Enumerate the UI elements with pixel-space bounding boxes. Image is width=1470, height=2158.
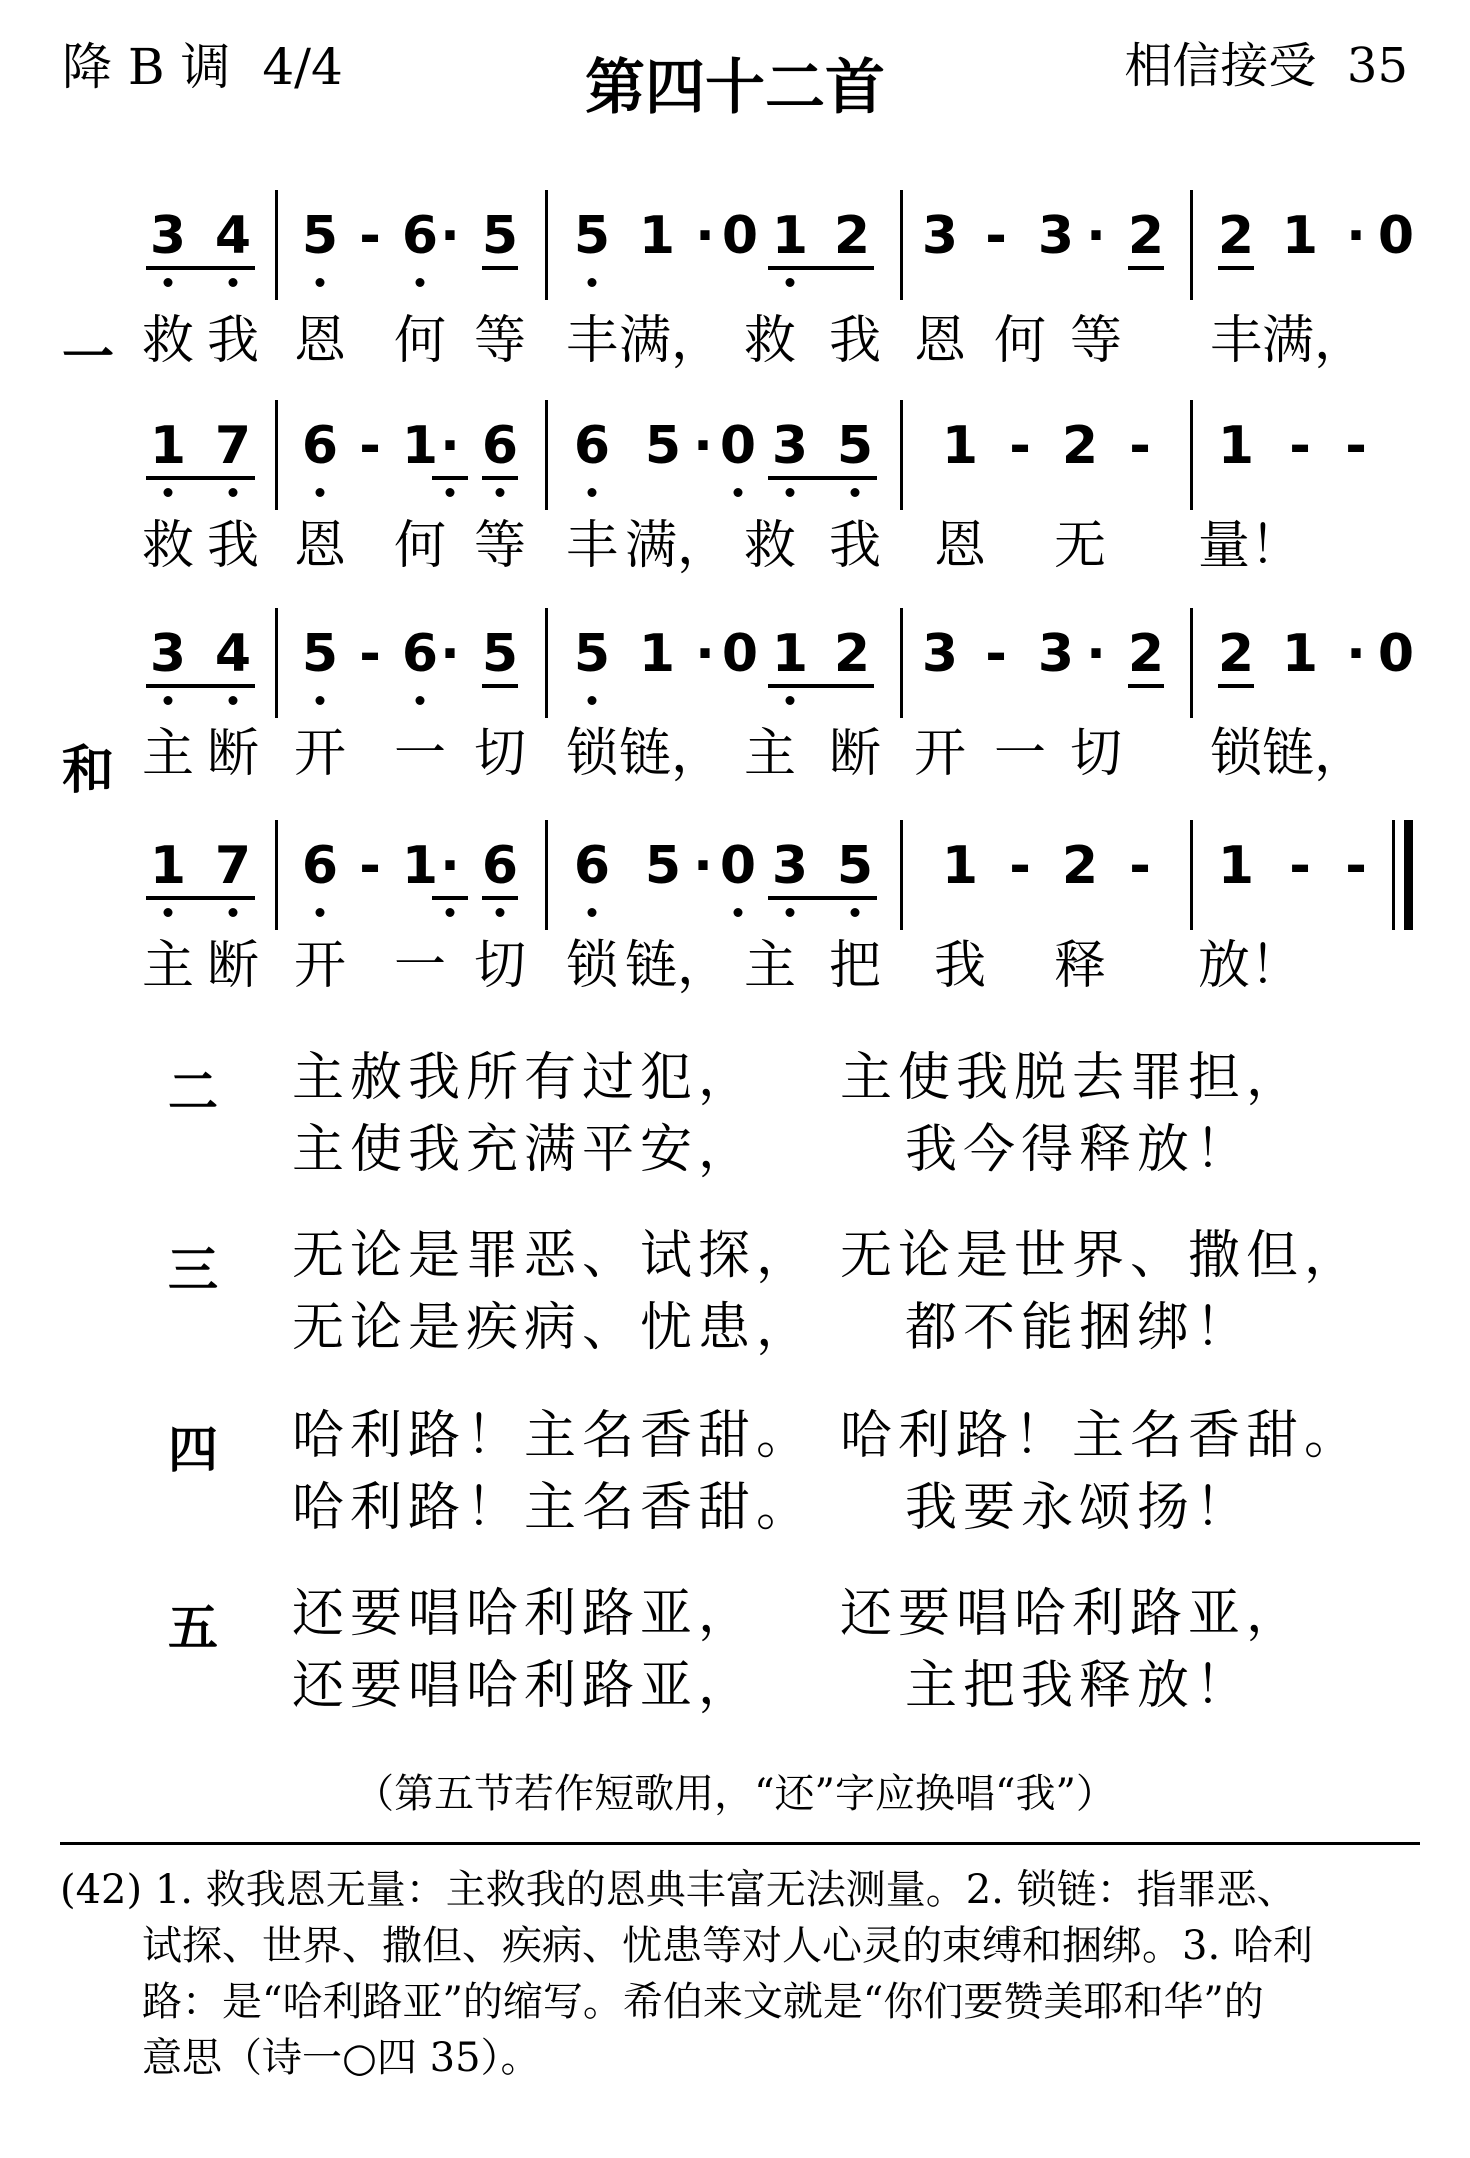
barline	[275, 608, 278, 718]
note-system1-9: ·	[695, 206, 715, 266]
note-system4-13: 1	[941, 836, 979, 896]
barline	[1190, 190, 1193, 300]
lyric-system3-0: 主	[141, 724, 195, 784]
note-system3-18: 2	[1217, 624, 1255, 684]
note-system1-10: 0	[721, 206, 759, 266]
octave-dot-below	[786, 488, 795, 497]
lyric-system4-2: 开	[293, 936, 347, 996]
final-barline-thin	[1392, 820, 1395, 930]
octave-dot-below	[734, 488, 743, 497]
footnote-line-2: 试探、世界、撒但、疾病、忧患等对人心灵的束缚和捆绑。3. 哈利	[142, 1923, 1313, 1969]
note-system2-9: ·	[693, 416, 713, 476]
note-system3-12: 2	[833, 624, 871, 684]
note-system4-0: 1	[149, 836, 187, 896]
barline	[900, 400, 903, 510]
eighth-beam	[146, 266, 255, 270]
note-system3-9: ·	[695, 624, 715, 684]
note-system3-13: 3	[921, 624, 959, 684]
octave-dot-below	[316, 488, 325, 497]
octave-dot-below	[786, 278, 795, 287]
octave-dot-below	[316, 278, 325, 287]
octave-dot-below	[229, 908, 238, 917]
lyric-system4-7: 主	[743, 936, 797, 996]
lyric-system4-3: 一	[393, 936, 447, 996]
barline	[1190, 820, 1193, 930]
note-system2-17: 1	[1217, 416, 1255, 476]
lyric-system4-6: 链，	[624, 936, 730, 996]
eighth-underline	[432, 896, 468, 900]
note-system4-2: 6	[301, 836, 339, 896]
barline	[545, 190, 548, 300]
lyric-system4-1: 断	[206, 936, 260, 996]
lyric-system1-9: 恩	[913, 311, 967, 371]
footnote-divider	[60, 1842, 1420, 1845]
lyric-system2-1: 我	[206, 516, 260, 576]
note-system1-18: 2	[1217, 206, 1255, 266]
octave-dot-below	[588, 488, 597, 497]
note-system3-0: 3	[149, 624, 187, 684]
note-system3-5: ·	[440, 624, 460, 684]
eighth-underline	[1218, 266, 1254, 270]
verse-4-line-1: 哈利路！主名香甜。	[292, 1406, 815, 1466]
note-system4-15: 2	[1061, 836, 1099, 896]
note-system3-10: 0	[721, 624, 759, 684]
note-system3-19: 1	[1281, 624, 1319, 684]
note-system2-15: 2	[1061, 416, 1099, 476]
lyric-system3-8: 断	[828, 724, 882, 784]
verse-3-line-3: 无论是疾病、忧患，	[292, 1298, 815, 1358]
eighth-underline	[482, 684, 518, 688]
lyric-system2-11: 量！	[1197, 516, 1303, 576]
note-system4-18: -	[1289, 836, 1311, 896]
lyric-system3-3: 一	[393, 724, 447, 784]
note-system2-19: -	[1345, 416, 1367, 476]
lyric-system1-8: 我	[828, 311, 882, 371]
note-system4-8: 5	[644, 836, 682, 896]
note-system3-4: 6	[401, 624, 439, 684]
final-barline-thick	[1404, 820, 1413, 930]
eighth-underline	[1128, 266, 1164, 270]
note-system3-2: 5	[301, 624, 339, 684]
note-system4-1: 7	[214, 836, 252, 896]
note-system2-4: 1	[401, 416, 439, 476]
note-system1-13: 3	[921, 206, 959, 266]
octave-dot-below	[416, 696, 425, 705]
barline	[900, 190, 903, 300]
verse-3-line-2: 无论是世界、撒但，	[840, 1226, 1363, 1286]
note-system1-7: 5	[573, 206, 611, 266]
note-system1-15: 3	[1037, 206, 1075, 266]
lyric-system1-12: 丰	[1209, 311, 1263, 371]
note-system2-16: -	[1129, 416, 1151, 476]
verse-5-line-2: 还要唱哈利路亚，	[840, 1584, 1305, 1644]
note-system2-13: 1	[941, 416, 979, 476]
verse-5-line-3: 还要唱哈利路亚，	[292, 1656, 757, 1716]
note-system2-3: -	[359, 416, 381, 476]
performance-note: （第五节若作短歌用，“还”字应换唱“我”）	[354, 1771, 1116, 1817]
lyric-system3-13: 链，	[1261, 724, 1367, 784]
lyric-system1-11: 等	[1069, 311, 1123, 371]
note-system2-5: ·	[440, 416, 460, 476]
note-system4-9: ·	[693, 836, 713, 896]
footnote-line-4: 意思（诗一○四 35）。	[142, 2035, 541, 2081]
eighth-beam	[768, 896, 877, 900]
note-system1-3: -	[359, 206, 381, 266]
note-system4-10: 0	[719, 836, 757, 896]
lyric-system3-1: 断	[206, 724, 260, 784]
lyric-system2-2: 恩	[293, 516, 347, 576]
octave-dot-below	[229, 696, 238, 705]
lyric-system3-5: 锁	[565, 724, 619, 784]
lyric-system3-12: 锁	[1209, 724, 1263, 784]
note-system3-20: ·	[1346, 624, 1366, 684]
note-system1-16: ·	[1086, 206, 1106, 266]
category-page: 相信接受 35	[1124, 38, 1408, 94]
octave-dot-below	[164, 908, 173, 917]
lyric-system2-3: 何	[393, 516, 447, 576]
lyric-system1-13: 满，	[1261, 311, 1367, 371]
lyric-system2-8: 我	[828, 516, 882, 576]
eighth-underline	[432, 476, 468, 480]
hymn-title: 第四十二首	[585, 53, 885, 123]
lyric-system2-5: 丰	[565, 516, 619, 576]
note-system2-14: -	[1009, 416, 1031, 476]
note-system4-11: 3	[771, 836, 809, 896]
lyric-system2-4: 等	[473, 516, 527, 576]
note-system2-7: 6	[573, 416, 611, 476]
barline	[545, 608, 548, 718]
note-system3-1: 4	[214, 624, 252, 684]
barline	[545, 400, 548, 510]
note-system1-5: ·	[440, 206, 460, 266]
footnote-line-1: (42) 1. 救我恩无量：主救我的恩典丰富无法测量。2. 锁链：指罪恶、	[60, 1867, 1297, 1913]
key-time-signature: 降 B 调 4/4	[62, 38, 343, 96]
note-system3-15: 3	[1037, 624, 1075, 684]
octave-dot-below	[496, 488, 505, 497]
octave-dot-below	[496, 908, 505, 917]
eighth-beam	[146, 684, 255, 688]
eighth-beam	[768, 684, 874, 688]
verse-number-4: 四	[168, 1420, 218, 1479]
eighth-beam	[146, 476, 255, 480]
staff-system1	[0, 200, 1470, 320]
lyric-system1-7: 救	[743, 311, 797, 371]
octave-dot-below	[588, 696, 597, 705]
note-system2-11: 3	[771, 416, 809, 476]
octave-dot-below	[316, 908, 325, 917]
verse-4-line-2: 哈利路！主名香甜。	[840, 1406, 1363, 1466]
lyric-system3-7: 主	[743, 724, 797, 784]
note-system4-16: -	[1129, 836, 1151, 896]
footnote-line-3: 路：是“哈利路亚”的缩写。希伯来文就是“你们要赞美耶和华”的	[142, 1979, 1264, 2025]
note-system4-3: -	[359, 836, 381, 896]
note-system1-11: 1	[771, 206, 809, 266]
lyric-system1-6: 满，	[618, 311, 724, 371]
octave-dot-below	[164, 696, 173, 705]
staff-system3	[0, 618, 1470, 738]
note-system4-7: 6	[573, 836, 611, 896]
note-system2-0: 1	[149, 416, 187, 476]
verse-5-line-4: 主把我释放！	[905, 1656, 1254, 1716]
barline	[275, 820, 278, 930]
note-system1-21: 0	[1377, 206, 1415, 266]
note-system2-10: 0	[719, 416, 757, 476]
octave-dot-below	[316, 696, 325, 705]
lyric-system2-6: 满，	[624, 516, 730, 576]
lyric-system4-10: 释	[1053, 936, 1107, 996]
octave-dot-below	[786, 908, 795, 917]
eighth-beam	[146, 896, 255, 900]
octave-dot-below	[588, 278, 597, 287]
note-system1-8: 1	[638, 206, 676, 266]
octave-dot-below	[164, 278, 173, 287]
note-system4-17: 1	[1217, 836, 1255, 896]
lyric-system1-5: 丰	[565, 311, 619, 371]
eighth-beam	[768, 266, 874, 270]
note-system1-2: 5	[301, 206, 339, 266]
lyric-system4-0: 主	[141, 936, 195, 996]
lyric-system1-4: 等	[473, 311, 527, 371]
lyric-system4-9: 我	[933, 936, 987, 996]
verse-4-line-4: 我要永颂扬！	[905, 1478, 1254, 1538]
eighth-underline	[1218, 684, 1254, 688]
octave-dot-below	[786, 696, 795, 705]
verse-3-line-4: 都不能捆绑！	[905, 1298, 1254, 1358]
octave-dot-below	[851, 488, 860, 497]
verse-label-system3: 和	[62, 740, 115, 801]
note-system1-4: 6	[401, 206, 439, 266]
barline	[1190, 608, 1193, 718]
note-system3-14: -	[985, 624, 1007, 684]
lyric-system2-7: 救	[743, 516, 797, 576]
note-system4-4: 1	[401, 836, 439, 896]
note-system3-7: 5	[573, 624, 611, 684]
note-system2-18: -	[1289, 416, 1311, 476]
note-system4-5: ·	[440, 836, 460, 896]
barline	[275, 400, 278, 510]
note-system3-3: -	[359, 624, 381, 684]
barline	[900, 820, 903, 930]
note-system1-12: 2	[833, 206, 871, 266]
verse-2-line-4: 我今得释放！	[905, 1120, 1254, 1180]
lyric-system1-1: 我	[206, 311, 260, 371]
octave-dot-below	[734, 908, 743, 917]
eighth-beam	[768, 476, 877, 480]
note-system1-17: 2	[1127, 206, 1165, 266]
barline	[1190, 400, 1193, 510]
note-system4-12: 5	[836, 836, 874, 896]
lyric-system3-10: 一	[993, 724, 1047, 784]
barline	[900, 608, 903, 718]
octave-dot-below	[164, 488, 173, 497]
note-system1-20: ·	[1346, 206, 1366, 266]
note-system3-11: 1	[771, 624, 809, 684]
barline	[275, 190, 278, 300]
lyric-system3-9: 开	[913, 724, 967, 784]
lyric-system4-11: 放！	[1197, 936, 1303, 996]
verse-2-line-3: 主使我充满平安，	[292, 1120, 757, 1180]
octave-dot-below	[446, 488, 455, 497]
staff-system4	[0, 830, 1470, 950]
octave-dot-below	[416, 278, 425, 287]
lyric-system1-2: 恩	[293, 311, 347, 371]
note-system2-12: 5	[836, 416, 874, 476]
verse-number-3: 三	[168, 1240, 218, 1299]
verse-label-system1: 一	[62, 327, 115, 388]
note-system1-6: 5	[481, 206, 519, 266]
note-system3-21: 0	[1377, 624, 1415, 684]
octave-dot-below	[588, 908, 597, 917]
verse-2-line-2: 主使我脱去罪担，	[840, 1048, 1305, 1108]
note-system3-8: 1	[638, 624, 676, 684]
note-system1-1: 4	[214, 206, 252, 266]
note-system3-17: 2	[1127, 624, 1165, 684]
verse-3-line-1: 无论是罪恶、试探，	[292, 1226, 815, 1286]
verse-2-line-1: 主赦我所有过犯，	[292, 1048, 757, 1108]
note-system2-2: 6	[301, 416, 339, 476]
note-system1-0: 3	[149, 206, 187, 266]
lyric-system1-3: 何	[393, 311, 447, 371]
octave-dot-below	[851, 908, 860, 917]
eighth-underline	[482, 476, 518, 480]
note-system2-6: 6	[481, 416, 519, 476]
lyric-system3-11: 切	[1069, 724, 1123, 784]
staff-system2	[0, 410, 1470, 530]
verse-number-2: 二	[168, 1062, 218, 1121]
lyric-system3-6: 链，	[618, 724, 724, 784]
note-system4-6: 6	[481, 836, 519, 896]
lyric-system1-0: 救	[141, 311, 195, 371]
octave-dot-below	[229, 278, 238, 287]
verse-5-line-1: 还要唱哈利路亚，	[292, 1584, 757, 1644]
lyric-system1-10: 何	[993, 311, 1047, 371]
lyric-system4-8: 把	[828, 936, 882, 996]
note-system2-1: 7	[214, 416, 252, 476]
lyric-system4-5: 锁	[565, 936, 619, 996]
barline	[545, 820, 548, 930]
eighth-underline	[482, 266, 518, 270]
lyric-system2-9: 恩	[933, 516, 987, 576]
note-system2-8: 5	[644, 416, 682, 476]
eighth-underline	[482, 896, 518, 900]
note-system1-19: 1	[1281, 206, 1319, 266]
note-system4-14: -	[1009, 836, 1031, 896]
lyric-system2-0: 救	[141, 516, 195, 576]
note-system3-16: ·	[1086, 624, 1106, 684]
lyric-system4-4: 切	[473, 936, 527, 996]
note-system3-6: 5	[481, 624, 519, 684]
eighth-underline	[1128, 684, 1164, 688]
lyric-system3-2: 开	[293, 724, 347, 784]
lyric-system2-10: 无	[1053, 516, 1107, 576]
note-system4-19: -	[1345, 836, 1367, 896]
verse-4-line-3: 哈利路！主名香甜。	[292, 1478, 815, 1538]
octave-dot-below	[229, 488, 238, 497]
note-system1-14: -	[985, 206, 1007, 266]
octave-dot-below	[446, 908, 455, 917]
lyric-system3-4: 切	[473, 724, 527, 784]
verse-number-5: 五	[168, 1598, 218, 1657]
